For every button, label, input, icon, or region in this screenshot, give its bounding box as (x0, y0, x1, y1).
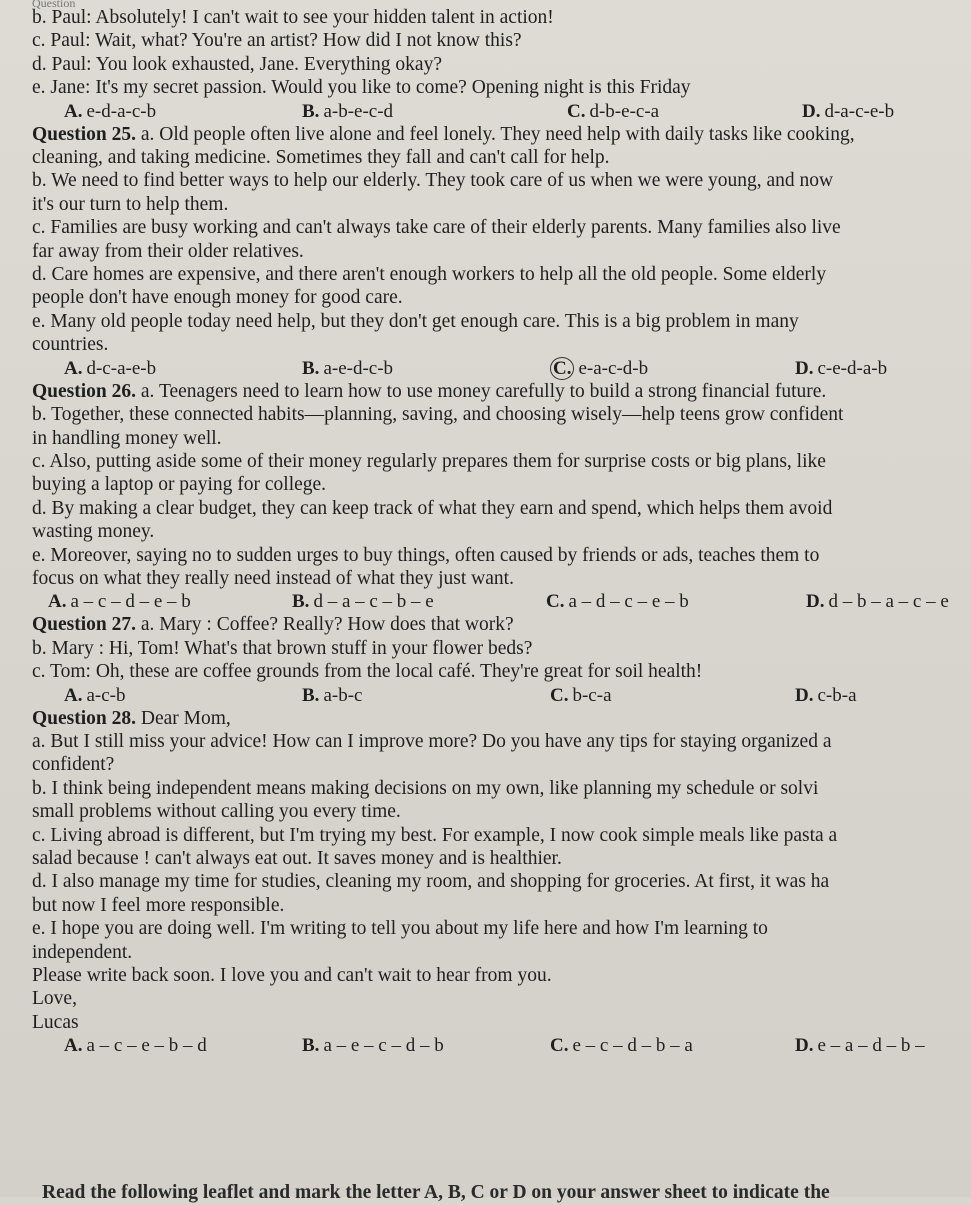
q25-line-8: e. Many old people today need help, but they don't get enough care. This is a big problem in many (32, 310, 799, 332)
q28-heading (32, 707, 957, 730)
q28-salutation: Dear Mom, (140, 707, 231, 729)
q25-label: Question 25. (32, 123, 137, 145)
q25-option-b[interactable]: B. a-e-d-c-b (302, 357, 394, 379)
q28-line-7: but now I feel more responsible. (32, 894, 285, 916)
q24-option-a[interactable]: A. e-d-a-c-b (64, 100, 157, 122)
q26-line-0: Question 26. a. Teenagers need to learn how to use money carefully to build a strong financial future. (32, 380, 827, 402)
q25-line-3: it's our turn to help them. (32, 193, 229, 215)
q26-line-2: in handling money well. (32, 427, 222, 449)
question-26 (32, 380, 957, 614)
q25-line-6: d. Care homes are expensive, and there aren't enough workers to help all the old people. Some elderly (32, 264, 827, 286)
q25-line-0: Question 25. a. Old people often live alone and feel lonely. They need help with daily tasks like cooking, (32, 123, 855, 145)
q26-line-4: buying a laptop or paying for college. (32, 474, 327, 496)
q26-option-b[interactable]: B. d – a – c – b – e (292, 591, 434, 613)
q24-line-e: e. Jane: It's my secret passion. Would you like to come? Opening night is this Friday (32, 77, 691, 99)
q26-line-5: d. By making a clear budget, they can keep track of what they earn and spend, which helps them avoid (32, 497, 833, 519)
q28-line-12: Lucas (32, 1011, 79, 1033)
q28-line-2: b. I think being independent means making decisions on my own, like planning my schedule or solvi (32, 777, 819, 799)
q25-option-c[interactable]: C. e-a-c-d-b (550, 357, 795, 380)
q25-line-9: countries. (32, 334, 109, 356)
q28-options (32, 1034, 957, 1057)
q28-line-0: a. But I still miss your advice! How can I improve more? Do you have any tips for staying organized a (32, 730, 832, 752)
q25-line-7: people don't have enough money for good care. (32, 287, 403, 309)
q26-line-1: b. Together, these connected habits—planning, saving, and choosing wisely—help teens grow confident (32, 404, 844, 426)
q28-line-11: Love, (32, 988, 77, 1010)
q28-line-4: c. Living abroad is different, but I'm trying my best. For example, I now cook simple meals like pasta a (32, 824, 838, 846)
q28-line-10: Please write back soon. I love you and can't wait to hear from you. (32, 965, 552, 987)
q24-options (32, 100, 957, 123)
q26-line-7: e. Moreover, saying no to sudden urges to buy things, often caused by friends or ads, teaches them to (32, 544, 820, 566)
q27-line-1: b. Mary : Hi, Tom! What's that brown stuff in your flower beds? (32, 637, 533, 659)
q26-option-d[interactable]: D. d – b – a – c – e (806, 591, 949, 613)
question-28 (32, 707, 957, 1058)
q26-label: Question 26. (32, 380, 137, 402)
section-instruction: Read the following leaflet and mark the letter A, B, C or D on your answer sheet to indicate the (42, 1182, 830, 1203)
q28-label: Question 28. (32, 707, 137, 729)
q24-line-b: b. Paul: Absolutely! I can't wait to see your hidden talent in action! (32, 7, 554, 28)
q26-option-a[interactable]: A. a – c – d – e – b (48, 591, 191, 613)
q28-line-8: e. I hope you are doing well. I'm writing to tell you about my life here and how I'm learning to (32, 918, 768, 940)
q28-line-9: independent. (32, 941, 133, 963)
q28-line-5: salad because ! can't always eat out. It saves money and is healthier. (32, 848, 562, 869)
q26-line-6: wasting money. (32, 521, 155, 543)
q26-line-3: c. Also, putting aside some of their money regularly prepares them for surprise costs or big plans, like (32, 450, 826, 472)
q27-line-0: Question 27. a. Mary : Coffee? Really? How does that work? (32, 614, 514, 636)
q27-option-a[interactable]: A. a-c-b (64, 684, 126, 706)
q27-options (32, 684, 957, 707)
q28-line-6: d. I also manage my time for studies, cleaning my room, and shopping for groceries. At first, it was ha (32, 871, 830, 893)
q27-option-d[interactable]: D. c-b-a (795, 684, 857, 706)
q28-option-a[interactable]: A. a – c – e – b – d (64, 1035, 207, 1057)
q24-line-c: c. Paul: Wait, what? You're an artist? How did I not know this? (32, 30, 522, 52)
q26-line-8: focus on what they really need instead of what they just want. (32, 567, 514, 589)
q26-options (32, 590, 957, 613)
q24-line-d: d. Paul: You look exhausted, Jane. Everything okay? (32, 53, 442, 75)
q27-option-c[interactable]: C. b-c-a (550, 684, 612, 706)
q24-option-c[interactable]: C. d-b-e-c-a (567, 100, 660, 122)
q26-option-c[interactable]: C. a – d – c – e – b (546, 591, 689, 613)
q24-option-d[interactable]: D. d-a-c-e-b (802, 100, 895, 122)
q24-option-b[interactable]: B. a-b-e-c-d (302, 100, 394, 122)
q25-line-1: cleaning, and taking medicine. Sometimes they fall and can't call for help. (32, 147, 610, 169)
q25-option-a[interactable]: A. d-c-a-e-b (64, 357, 157, 379)
question-27 (32, 613, 957, 706)
q25-option-d[interactable]: D. c-e-d-a-b (795, 357, 888, 379)
q27-line-2: c. Tom: Oh, these are coffee grounds from the local café. They're great for soil health! (32, 661, 703, 683)
q28-option-d[interactable]: D. e – a – d – b – (795, 1035, 925, 1057)
q27-option-b[interactable]: B. a-b-c (302, 684, 363, 706)
q28-option-b[interactable]: B. a – e – c – d – b (302, 1035, 444, 1057)
q28-line-1: confident? (32, 754, 115, 776)
q25-line-4: c. Families are busy working and can't always take care of their elderly parents. Many families also live (32, 217, 841, 239)
q25-line-5: far away from their older relatives. (32, 240, 304, 262)
q28-line-3: small problems without calling you every time. (32, 801, 401, 823)
top-cut-text: Question (32, 0, 76, 10)
question-24 (32, 6, 957, 123)
q25-line-2: b. We need to find better ways to help our elderly. They took care of us when we were young, and now (32, 170, 834, 192)
question-25 (32, 123, 957, 380)
q27-label: Question 27. (32, 614, 137, 636)
q25-options (32, 357, 957, 380)
q28-option-c[interactable]: C. e – c – d – b – a (550, 1035, 693, 1057)
